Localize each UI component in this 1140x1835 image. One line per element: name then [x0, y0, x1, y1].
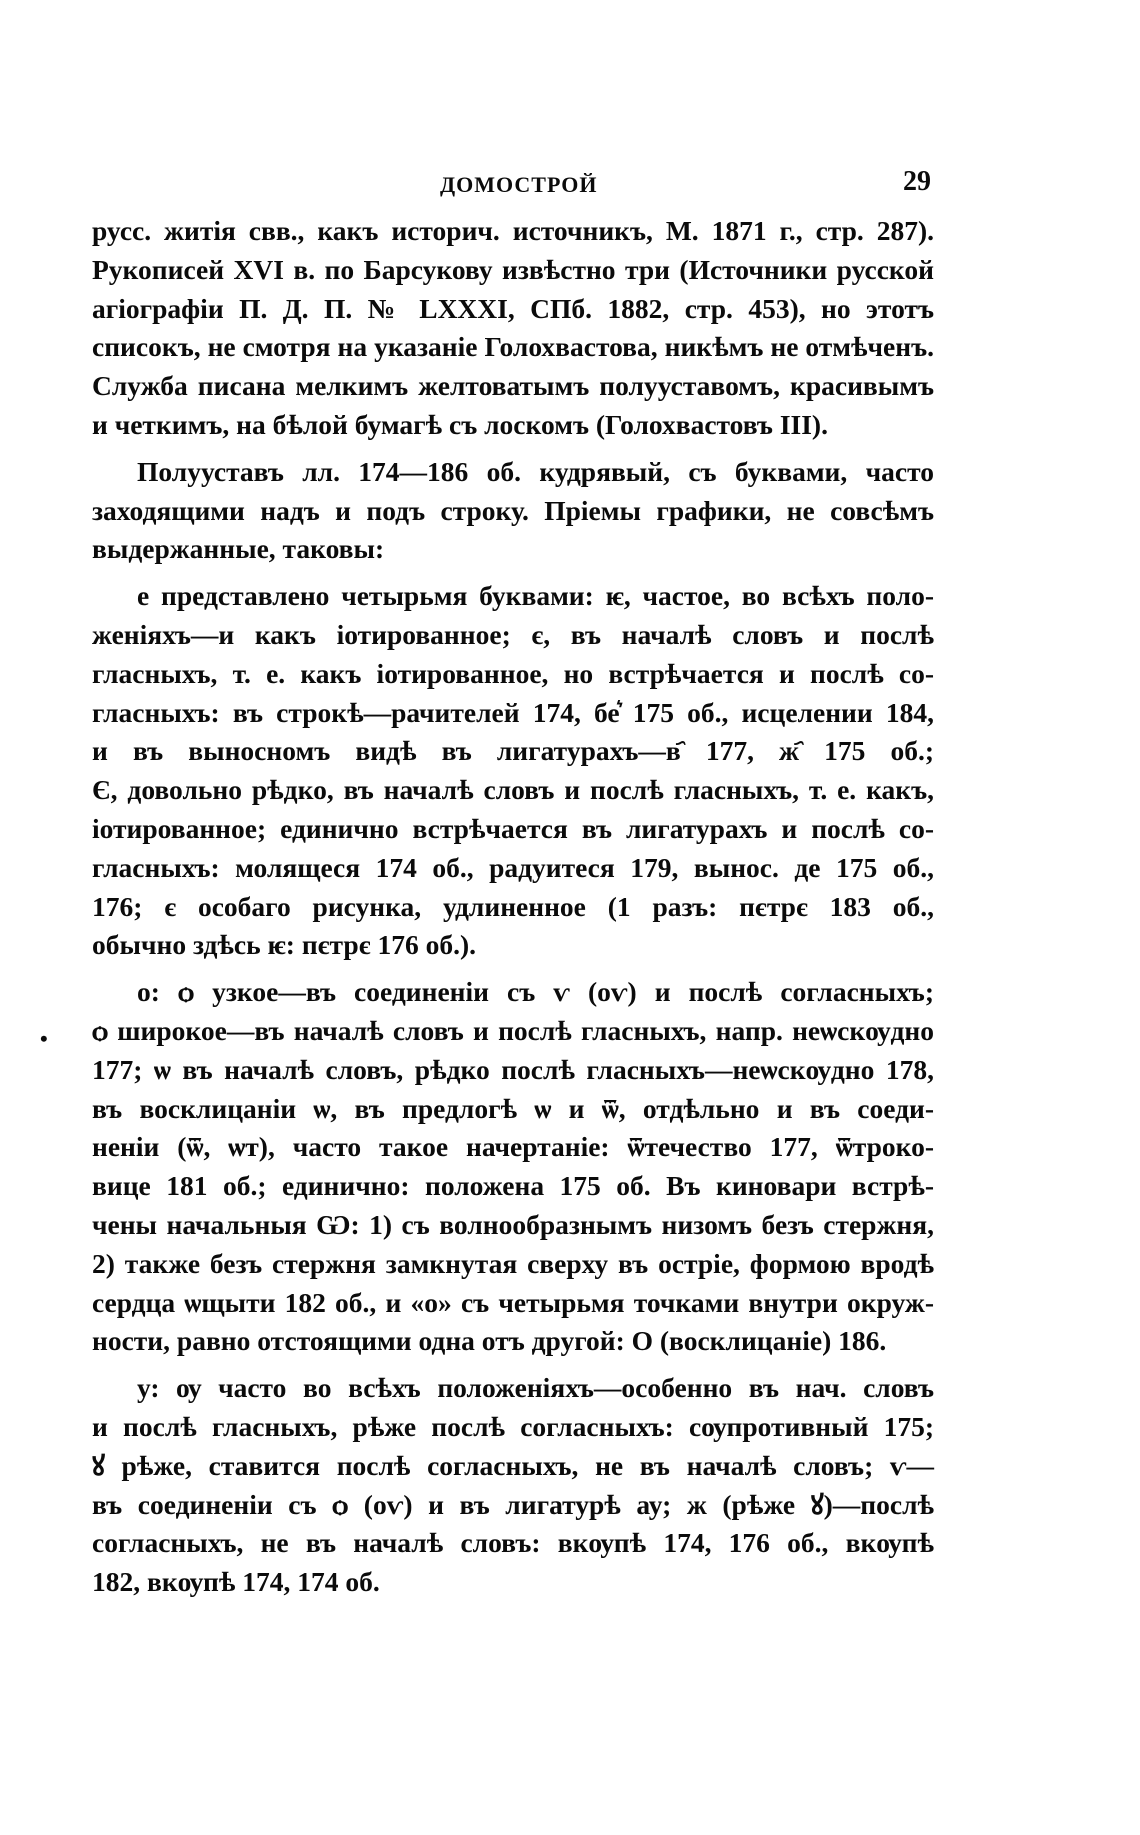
- text-line: и въ выносномъ видѣ въ лигатурахъ—в҄ 177, ж҄ 175 об.;: [92, 735, 934, 767]
- margin-mark: •: [40, 1026, 48, 1051]
- page-number: 29: [903, 166, 931, 197]
- text-line: 176; є особаго рисунка, удлиненное (1 разъ: пєтрє 183 об.,: [92, 890, 934, 922]
- text-line: іотированное; единично встрѣчается въ лигатурахъ и послѣ со-: [92, 812, 934, 844]
- text-line: у: ѹ часто во всѣхъ положеніяхъ—особенно въ нач. словъ: [137, 1372, 934, 1404]
- text-line: Служба писана мелкимъ желтоватымъ полууставомъ, красивымъ: [92, 370, 934, 402]
- paragraph: [92, 1369, 934, 1602]
- text-line: въ соединеніи съ ѻ (оѵ) и въ лигатурѣ ау; ж (рѣже ꙋ)—послѣ: [92, 1488, 934, 1520]
- text-line: 2) также безъ стержня замкнутая сверху въ остріе, формою вродѣ: [92, 1247, 934, 1279]
- text-line: чены начальныя Ѡ: 1) съ волнообразнымъ низомъ безъ стержня,: [92, 1208, 934, 1240]
- text-line: гласныхъ: молящеся 174 об., радуитеся 179, вынос. де 175 об.,: [92, 851, 934, 883]
- text-line: ности, равно отстоящими одна отъ другой: О (восклицаніе) 186.: [92, 1325, 887, 1357]
- text-line: е представлено четырьмя буквами: ѥ, частое, во всѣхъ поло-: [137, 580, 934, 612]
- paragraph: [92, 212, 934, 445]
- text-line: Полууставъ лл. 174—186 об. кудрявый, съ буквами, часто: [137, 455, 934, 487]
- text-line: вице 181 об.; единично: положена 175 об. Въ киновари встрѣ-: [92, 1170, 934, 1202]
- text-line: Є, довольно рѣдко, въ началѣ словъ и послѣ гласныхъ, т. е. какъ,: [92, 774, 934, 806]
- text-line: женіяхъ—и какъ іотированное; є, въ началѣ словъ и послѣ: [92, 618, 934, 650]
- running-title: ДОМОСТРОЙ: [440, 172, 598, 197]
- paragraph: [92, 577, 934, 965]
- text-line: и четкимъ, на бѣлой бумагѣ съ лоскомъ (Голохвастовъ III).: [92, 408, 828, 440]
- text-line: о: ѻ узкое—въ соединеніи съ ѵ (оѵ) и послѣ согласныхъ;: [137, 976, 934, 1008]
- text-line: выдержанные, таковы:: [92, 533, 385, 565]
- text-line: 177; ѡ въ началѣ словъ, рѣдко послѣ гласныхъ—неѡскѹдно 178,: [92, 1053, 934, 1085]
- text-line: согласныхъ, не въ началѣ словъ: вкѹпѣ 174, 176 об., вкѹпѣ: [92, 1527, 934, 1559]
- text-line: агіографіи П. Д. П. № LXXXI, СПб. 1882, стр. 453), но этотъ: [92, 292, 934, 324]
- page-body: [92, 212, 934, 1602]
- text-line: и послѣ гласныхъ, рѣже послѣ согласныхъ: сѹпротивный 175;: [92, 1410, 934, 1442]
- text-line: русс. житія свв., какъ историч. источникъ, М. 1871 г., стр. 287).: [92, 215, 934, 246]
- paragraph: [92, 973, 934, 1361]
- text-line: Рукописей XVI в. по Барсукову извѣстно три (Источники русской: [92, 253, 934, 285]
- text-line: заходящими надъ и подъ строку. Пріемы графики, не совсѣмъ: [92, 494, 934, 526]
- text-line: сердца ѡщыти 182 об., и «о» съ четырьмя точками внутри окруж-: [92, 1286, 934, 1318]
- text-line: въ восклицаніи ѡ, въ предлогѣ ѡ и ѿ, отдѣльно и въ соеди-: [92, 1092, 934, 1124]
- text-line: ꙋ рѣже, ставится послѣ согласныхъ, не въ началѣ словъ; ѵ—: [92, 1449, 934, 1481]
- text-line: гласныхъ, т. е. какъ іотированное, но встрѣчается и послѣ со-: [92, 657, 934, 689]
- page-header: [0, 166, 1140, 202]
- text-line: обычно здѣсь ѥ: пєтрє 176 об.).: [92, 929, 476, 961]
- paragraph: [92, 453, 934, 569]
- text-line: гласныхъ: въ строкѣ—рачителей 174, бе͛ 175 об., исцелении 184,: [92, 696, 934, 728]
- text-line: неніи (ѿ, ѡт), часто такое начертаніе: ѿтечество 177, ѿтроко-: [92, 1131, 934, 1163]
- text-line: ѻ широкое—въ началѣ словъ и послѣ гласныхъ, напр. неѡскѹдно: [92, 1014, 934, 1046]
- text-line: списокъ, не смотря на указаніе Голохвастова, никѣмъ не отмѣченъ.: [92, 331, 934, 363]
- text-line: 182, вкѹпѣ 174, 174 об.: [92, 1566, 380, 1598]
